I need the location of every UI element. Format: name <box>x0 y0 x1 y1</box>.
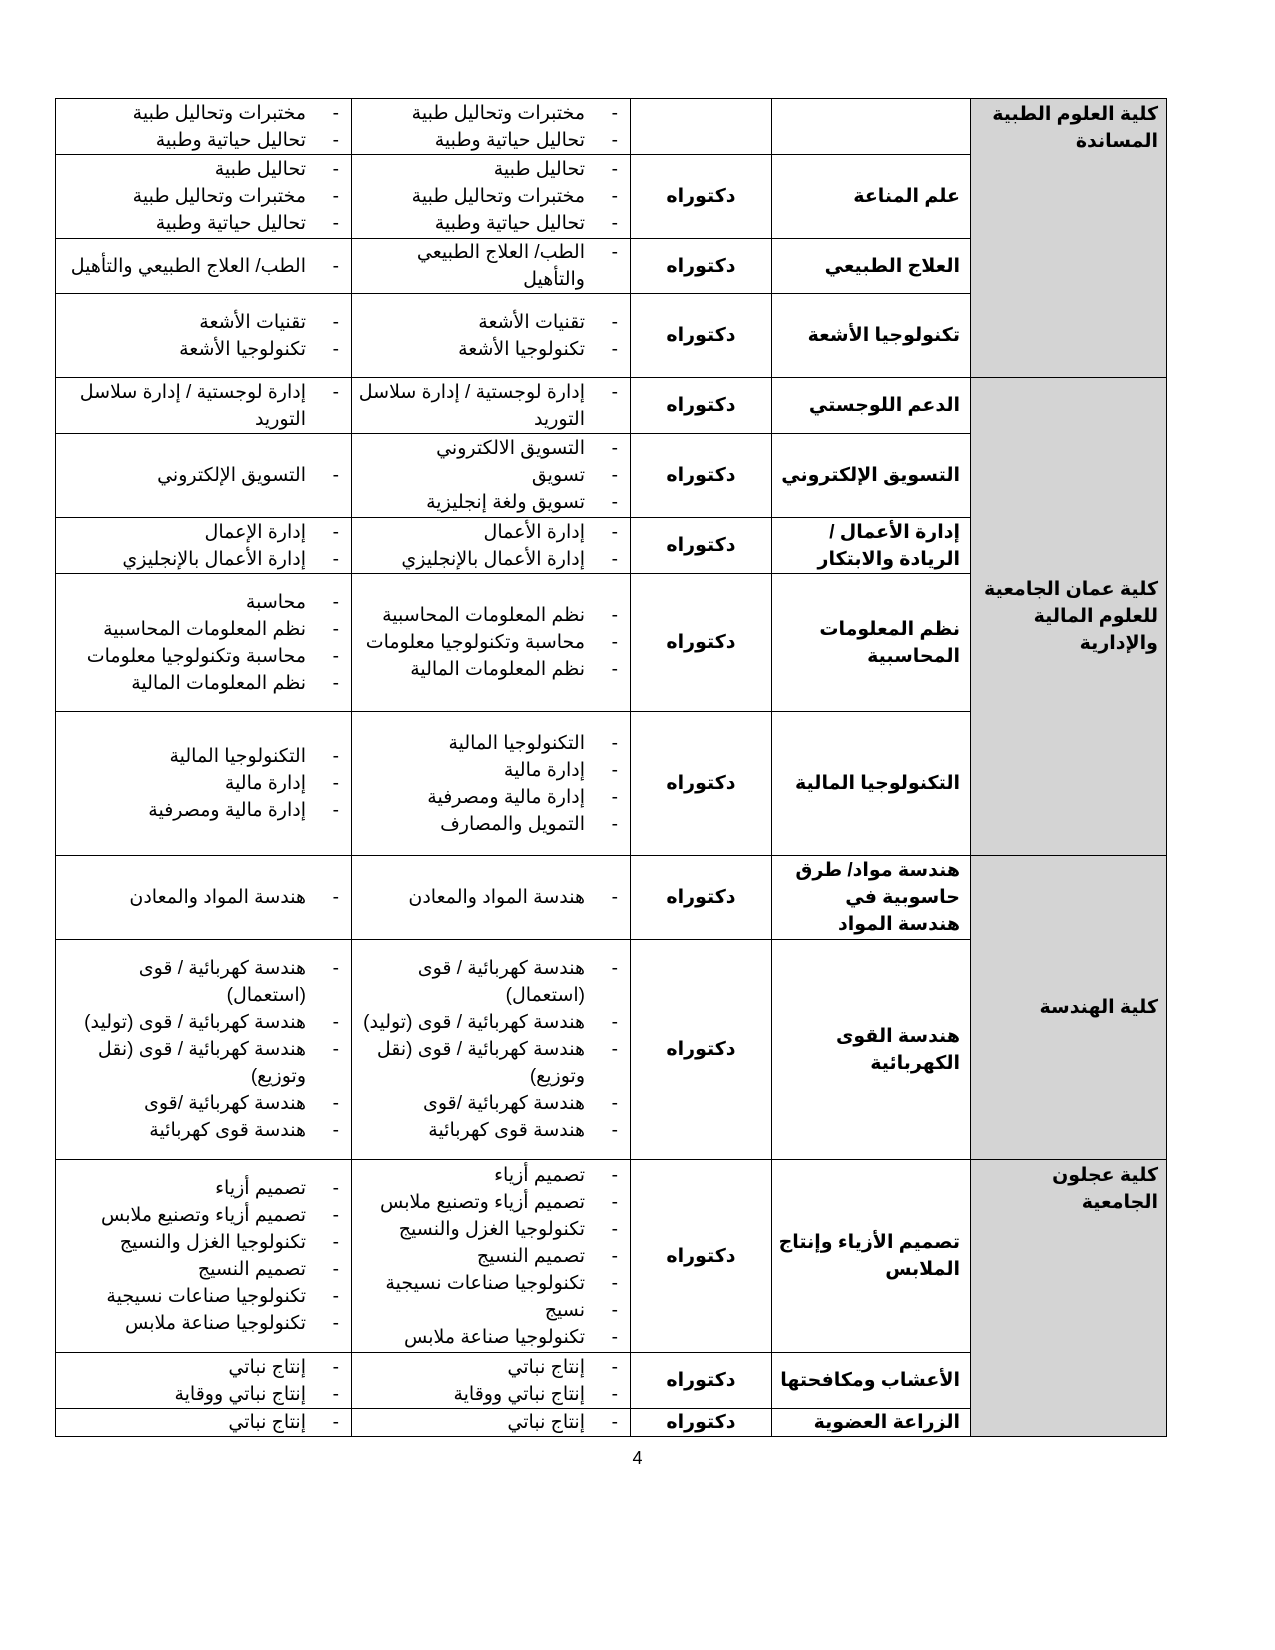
college-name: كلية عمان الجامعية للعلوم المالية والإدارية <box>971 378 1167 856</box>
qualifications-col-a <box>352 518 631 574</box>
qualification-item: - نسيج <box>352 1297 630 1324</box>
qualification-list <box>56 743 351 824</box>
qualification-item: - تقنيات الأشعة <box>56 309 351 336</box>
qualification-list <box>56 519 351 573</box>
qualification-item: - مختبرات وتحاليل طبية <box>352 100 630 127</box>
degree-cell: دكتوراه <box>631 294 772 378</box>
degree-cell: دكتوراه <box>631 574 772 712</box>
program-name: إدارة الأعمال / الريادة والابتكار <box>772 518 971 574</box>
qualification-list <box>352 435 630 516</box>
admission-table <box>55 98 1167 1437</box>
qualification-item: - إدارة مالية <box>352 757 630 784</box>
qualifications-col-a <box>352 155 631 239</box>
qualifications-col-a <box>352 1160 631 1353</box>
qualification-item: - تحاليل حياتية وطبية <box>56 127 351 154</box>
degree-cell: دكتوراه <box>631 239 772 294</box>
qualification-item: - التسويق الالكتروني <box>352 435 630 462</box>
qualification-item: - هندسة كهربائية /قوى <box>352 1090 630 1117</box>
qualification-item: - تكنولوجيا صناعة ملابس <box>56 1310 351 1337</box>
qualifications-col-b <box>56 712 352 856</box>
qualification-list <box>352 955 630 1144</box>
qualification-list <box>352 884 630 911</box>
qualifications-col-a <box>352 1353 631 1409</box>
degree-cell: دكتوراه <box>631 518 772 574</box>
qualification-item: - تكنولوجيا الأشعة <box>56 336 351 363</box>
degree-cell: دكتوراه <box>631 1160 772 1353</box>
qualification-item: - إدارة لوجستية / إدارة سلاسل التوريد <box>352 379 630 433</box>
qualification-item: - تكنولوجيا صناعات نسيجية <box>56 1283 351 1310</box>
qualification-item: - نظم المعلومات المحاسبية <box>56 616 351 643</box>
qualification-list <box>56 955 351 1144</box>
page-number: 4 <box>632 1448 643 1468</box>
program-name: التكنولوجيا المالية <box>772 712 971 856</box>
qualification-item: - محاسبة وتكنولوجيا معلومات <box>56 643 351 670</box>
program-name: الدعم اللوجستي <box>772 378 971 434</box>
qualification-item: - تكنولوجيا الغزل والنسيج <box>352 1216 630 1243</box>
qualification-item: - تسويق <box>352 462 630 489</box>
college-name: كلية الهندسة <box>971 856 1167 1160</box>
program-name: نظم المعلومات المحاسبية <box>772 574 971 712</box>
qualification-item: - إنتاج نباتي ووقاية <box>56 1381 351 1408</box>
qualifications-col-a <box>352 574 631 712</box>
qualification-list <box>352 519 630 573</box>
qualification-item: - مختبرات وتحاليل طبية <box>352 183 630 210</box>
qualification-item: - تحاليل طبية <box>352 156 630 183</box>
qualification-item: - مختبرات وتحاليل طبية <box>56 100 351 127</box>
degree-cell: دكتوراه <box>631 712 772 856</box>
qualifications-col-a <box>352 99 631 155</box>
qualification-list <box>352 100 630 154</box>
qualification-item: - هندسة كهربائية / قوى (استعمال) <box>352 955 630 1009</box>
table-row <box>56 856 1167 940</box>
qualification-item: - إدارة مالية ومصرفية <box>56 797 351 824</box>
program-name: هندسة مواد/ طرق حاسوبية في هندسة المواد <box>772 856 971 940</box>
qualification-item: - التمويل والمصارف <box>352 811 630 838</box>
qualification-item: - تصميم أزياء وتصنيع ملابس <box>56 1202 351 1229</box>
degree-cell: دكتوراه <box>631 856 772 940</box>
qualification-list <box>352 239 630 293</box>
qualifications-col-b <box>56 856 352 940</box>
table-row <box>56 1160 1167 1353</box>
qualification-item: - تسويق ولغة إنجليزية <box>352 489 630 516</box>
qualifications-col-b <box>56 1353 352 1409</box>
degree-cell: دكتوراه <box>631 434 772 518</box>
qualification-list <box>352 156 630 237</box>
qualifications-col-a <box>352 940 631 1160</box>
qualification-item: - تكنولوجيا الأشعة <box>352 336 630 363</box>
qualification-item: - محاسبة <box>56 589 351 616</box>
qualification-list <box>352 730 630 838</box>
qualifications-col-b <box>56 155 352 239</box>
qualification-list <box>56 100 351 154</box>
qualification-item: - إنتاج نباتي <box>352 1409 630 1436</box>
qualification-list <box>352 309 630 363</box>
qualification-item: - تصميم النسيج <box>56 1256 351 1283</box>
qualification-list <box>352 1409 630 1436</box>
qualification-item: - تحاليل حياتية وطبية <box>56 210 351 237</box>
qualification-list <box>56 1354 351 1408</box>
qualification-item: - تصميم أزياء <box>56 1175 351 1202</box>
qualification-list <box>56 1409 351 1436</box>
qualifications-col-a <box>352 856 631 940</box>
qualification-item: - إنتاج نباتي <box>352 1354 630 1381</box>
qualifications-col-a <box>352 434 631 518</box>
degree-cell: دكتوراه <box>631 155 772 239</box>
qualification-item: - نظم المعلومات المالية <box>56 670 351 697</box>
qualification-item: - التسويق الإلكتروني <box>56 462 351 489</box>
qualification-item: - هندسة قوى كهربائية <box>352 1117 630 1144</box>
qualification-item: - إدارة مالية ومصرفية <box>352 784 630 811</box>
qualification-item: - هندسة كهربائية / قوى (نقل وتوزيع) <box>56 1036 351 1090</box>
qualification-item: - هندسة كهربائية / قوى (استعمال) <box>56 955 351 1009</box>
qualification-item: - إنتاج نباتي <box>56 1409 351 1436</box>
qualification-item: - هندسة كهربائية / قوى (توليد) <box>56 1009 351 1036</box>
college-name: كلية عجلون الجامعية <box>971 1160 1167 1437</box>
qualification-list <box>352 1162 630 1351</box>
qualifications-col-b <box>56 434 352 518</box>
program-name: الأعشاب ومكافحتها <box>772 1353 971 1409</box>
qualifications-col-a <box>352 1409 631 1437</box>
qualification-list <box>56 156 351 237</box>
qualification-item: - تصميم النسيج <box>352 1243 630 1270</box>
qualification-item: - إدارة الإعمال <box>56 519 351 546</box>
qualification-item: - إدارة مالية <box>56 770 351 797</box>
qualification-item: - تصميم أزياء وتصنيع ملابس <box>352 1189 630 1216</box>
qualification-list <box>352 602 630 683</box>
program-name: تكنولوجيا الأشعة <box>772 294 971 378</box>
degree-cell: دكتوراه <box>631 1353 772 1409</box>
program-name: الزراعة العضوية <box>772 1409 971 1437</box>
qualification-item: - تقنيات الأشعة <box>352 309 630 336</box>
qualifications-col-b <box>56 1409 352 1437</box>
qualification-item: - هندسة كهربائية / قوى (نقل وتوزيع) <box>352 1036 630 1090</box>
qualification-list <box>56 309 351 363</box>
qualification-item: - هندسة كهربائية / قوى (توليد) <box>352 1009 630 1036</box>
program-name: التسويق الإلكتروني <box>772 434 971 518</box>
qualifications-col-a <box>352 378 631 434</box>
qualification-item: - تحاليل حياتية وطبية <box>352 210 630 237</box>
qualification-item: - إنتاج نباتي ووقاية <box>352 1381 630 1408</box>
qualification-item: - إنتاج نباتي <box>56 1354 351 1381</box>
degree-cell: دكتوراه <box>631 378 772 434</box>
qualifications-col-a <box>352 239 631 294</box>
qualification-item: - التكنولوجيا المالية <box>352 730 630 757</box>
qualification-list <box>56 253 351 280</box>
degree-cell: دكتوراه <box>631 940 772 1160</box>
qualification-list <box>352 1354 630 1408</box>
qualification-list <box>56 379 351 433</box>
qualification-item: - هندسة كهربائية /قوى <box>56 1090 351 1117</box>
program-name <box>772 99 971 155</box>
degree-cell <box>631 99 772 155</box>
program-name: هندسة القوى الكهربائية <box>772 940 971 1160</box>
qualification-item: - هندسة قوى كهربائية <box>56 1117 351 1144</box>
qualifications-col-a <box>352 294 631 378</box>
qualification-list <box>352 379 630 433</box>
qualifications-col-a <box>352 712 631 856</box>
qualification-item: - تكنولوجيا الغزل والنسيج <box>56 1229 351 1256</box>
qualification-item: - تصميم أزياء <box>352 1162 630 1189</box>
table-row <box>56 99 1167 155</box>
qualification-item: - هندسة المواد والمعادن <box>56 884 351 911</box>
qualifications-col-b <box>56 518 352 574</box>
college-name: كلية العلوم الطبية المساندة <box>971 99 1167 378</box>
qualification-item: - إدارة لوجستية / إدارة سلاسل التوريد <box>56 379 351 433</box>
qualifications-col-b <box>56 294 352 378</box>
qualification-item: - تحاليل طبية <box>56 156 351 183</box>
qualification-item: - نظم المعلومات المحاسبية <box>352 602 630 629</box>
qualification-item: - الطب/ العلاج الطبيعي والتأهيل <box>56 253 351 280</box>
qualifications-col-b <box>56 940 352 1160</box>
qualification-item: - تكنولوجيا صناعة ملابس <box>352 1324 630 1351</box>
qualification-item: - إدارة الأعمال بالإنجليزي <box>56 546 351 573</box>
qualification-list <box>56 1175 351 1337</box>
qualification-item: - محاسبة وتكنولوجيا معلومات <box>352 629 630 656</box>
qualifications-col-b <box>56 99 352 155</box>
qualification-list <box>56 589 351 697</box>
program-name: تصميم الأزياء وإنتاج الملابس <box>772 1160 971 1353</box>
qualifications-col-b <box>56 1160 352 1353</box>
qualification-item: - نظم المعلومات المالية <box>352 656 630 683</box>
qualification-item: - التكنولوجيا المالية <box>56 743 351 770</box>
program-name: العلاج الطبيعي <box>772 239 971 294</box>
qualification-item: - هندسة المواد والمعادن <box>352 884 630 911</box>
qualification-item: - تكنولوجيا صناعات نسيجية <box>352 1270 630 1297</box>
qualification-item: - إدارة الأعمال بالإنجليزي <box>352 546 630 573</box>
qualification-list <box>56 462 351 489</box>
qualifications-col-b <box>56 239 352 294</box>
qualification-item: - مختبرات وتحاليل طبية <box>56 183 351 210</box>
qualification-list <box>56 884 351 911</box>
qualifications-col-b <box>56 378 352 434</box>
qualification-item: - الطب/ العلاج الطبيعي والتأهيل <box>352 239 630 293</box>
table-row <box>56 378 1167 434</box>
qualification-item: - إدارة الأعمال <box>352 519 630 546</box>
program-name: علم المناعة <box>772 155 971 239</box>
qualifications-col-b <box>56 574 352 712</box>
qualification-item: - تحاليل حياتية وطبية <box>352 127 630 154</box>
degree-cell: دكتوراه <box>631 1409 772 1437</box>
